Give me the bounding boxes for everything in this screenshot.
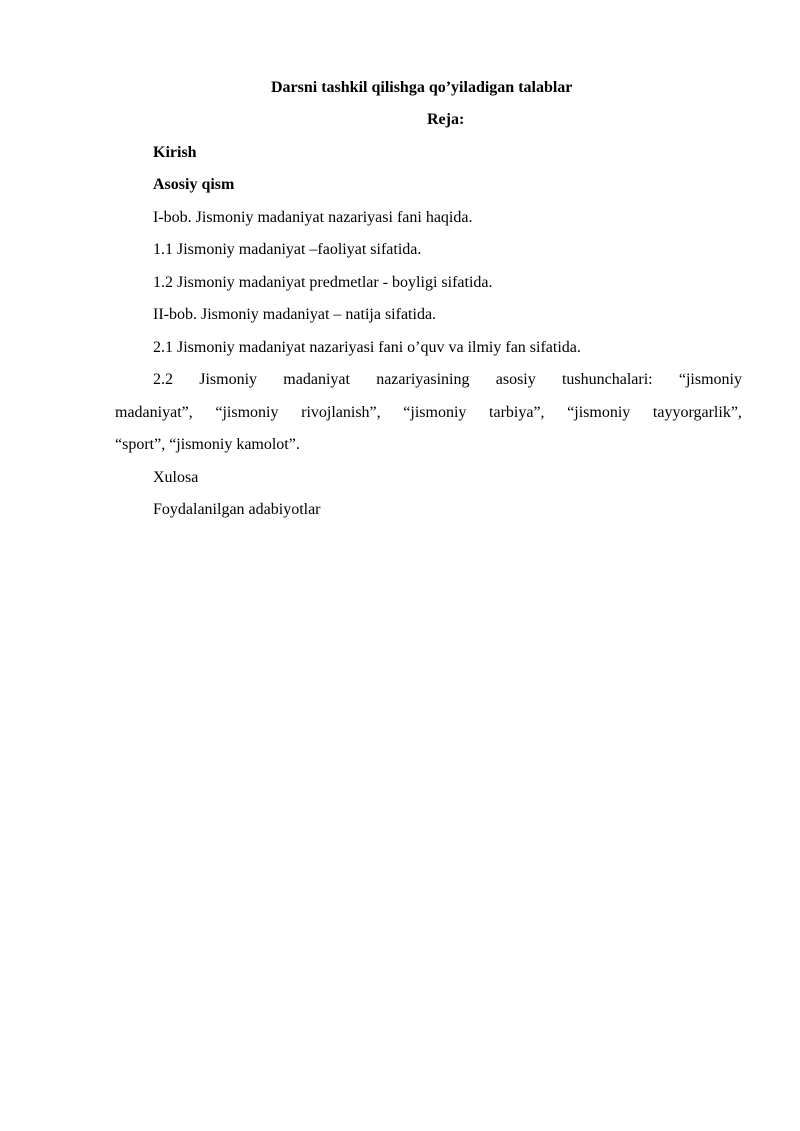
justified-word: madaniyat [283, 371, 350, 388]
justified-word: “jismoniy [403, 404, 467, 421]
plan-item-section-1-1: 1.1 Jismoniy madaniyat –faoliyat sifatida. [153, 241, 422, 258]
plan-item-section-2-2-line-3: “sport”, “jismoniy kamolot”. [115, 436, 300, 453]
plan-item-main-part: Asosiy qism [153, 176, 235, 193]
document-title: Darsni tashkil qilishga qo’yiladigan talablar [271, 79, 573, 96]
justified-word: asosiy [495, 371, 536, 388]
justified-word: tayyorgarlik”, [652, 404, 742, 421]
justified-word: tarbiya”, [489, 404, 545, 421]
justified-word: “jismoniy [567, 404, 631, 421]
plan-item-chapter-2: II-bob. Jismoniy madaniyat – natija sifatida. [153, 306, 437, 323]
justified-word: Jismoniy [199, 371, 258, 388]
plan-item-section-1-2: 1.2 Jismoniy madaniyat predmetlar - boyligi sifatida. [153, 274, 493, 291]
plan-item-section-2-2-line-1 [153, 371, 742, 389]
justified-word: “jismoniy [678, 371, 742, 388]
plan-item-intro: Kirish [153, 144, 197, 161]
plan-item-chapter-1: I-bob. Jismoniy madaniyat nazariyasi fani haqida. [153, 209, 473, 226]
plan-item-section-2-2-line-2 [115, 404, 742, 422]
justified-word: “jismoniy [215, 404, 279, 421]
plan-item-section-2-1: 2.1 Jismoniy madaniyat nazariyasi fani o’quv va ilmiy fan sifatida. [153, 339, 581, 356]
justified-word: tushunchalari: [561, 371, 653, 388]
plan-heading: Reja: [427, 111, 465, 128]
plan-item-conclusion: Xulosa [153, 469, 199, 486]
justified-word: nazariyasining [376, 371, 470, 388]
justified-word: madaniyat”, [115, 404, 193, 421]
justified-word: 2.2 [153, 371, 173, 388]
plan-item-references: Foydalanilgan adabiyotlar [153, 501, 321, 518]
justified-word: rivojlanish”, [301, 404, 381, 421]
